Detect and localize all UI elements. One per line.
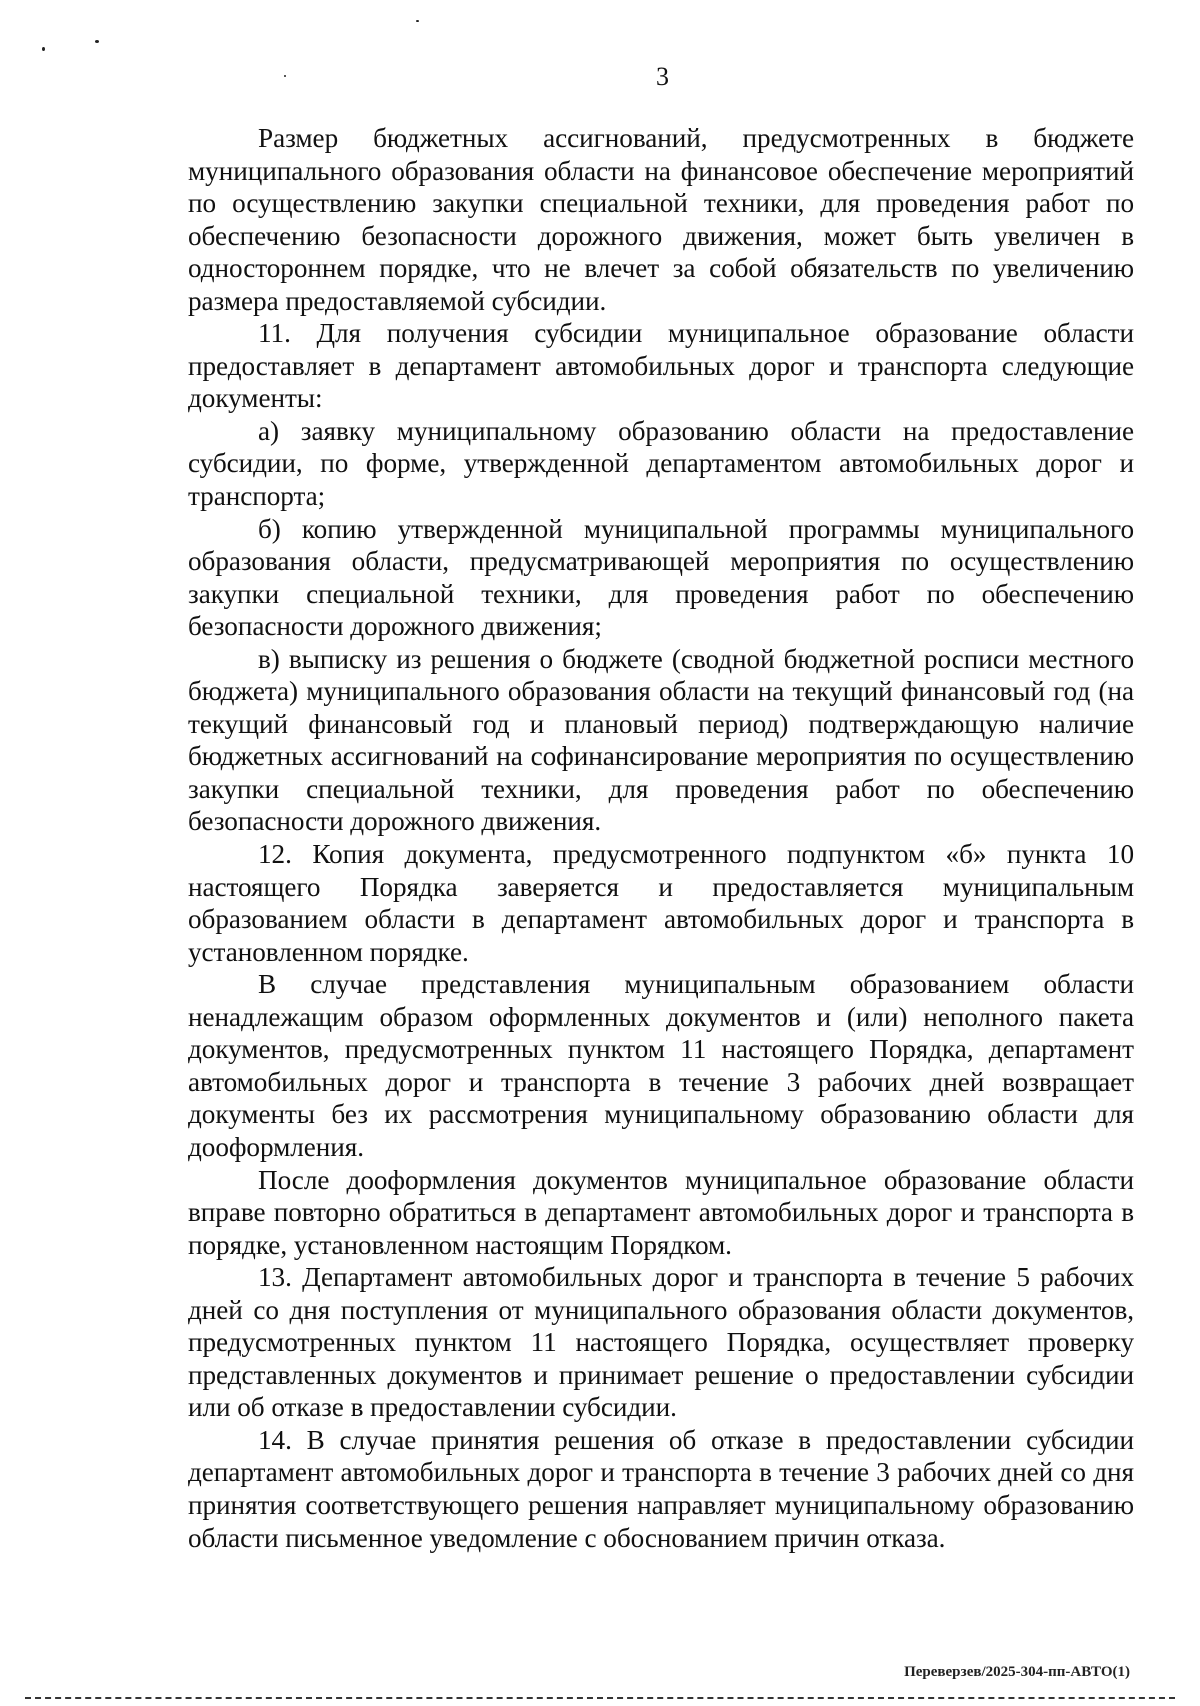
scan-bottom-edge: [25, 1697, 1175, 1699]
page-number: 3: [656, 62, 669, 91]
paragraph-item-14: 14. В случае принятия решения об отказе в предоставлении субсидии департамент автомобильных дорог и транспорта в течение 3 рабочих дней со дня принятия соответствующего решения направляет муниципальному образованию области письменное уведомление с обоснованием причин отказа.: [188, 1424, 1134, 1553]
paragraph-item-11-b: б) копию утвержденной муниципальной программы муниципального образования области, предусматривающей мероприятия по осуществлению закупки специальной техники, для проведения работ по обеспечению безопасности дорожного движения;: [188, 513, 1134, 642]
paragraph-item-13: 13. Департамент автомобильных дорог и транспорта в течение 5 рабочих дней со дня поступления от муниципального образования области документов, предусмотренных пунктом 11 настоящего Порядка, осуществляет проверку представленных документов и принимает решение о предоставлении субсидии или об отказе в предоставлении субсидии.: [188, 1262, 1134, 1423]
document-footer-code: Переверзев/2025-304-пп-АВТО(1): [904, 1664, 1130, 1680]
paragraph-item-12-incomplete-docs: В случае представления муниципальным образованием области ненадлежащим образом оформленных документов и (или) неполного пакета документов, предусмотренных пунктом 11 настоящего Порядка, департамент автомобильных дорог и транспорта в течение 3 рабочих дней возвращает документы без их рассмотрения муниципальному образованию области для дооформления.: [188, 969, 1134, 1162]
scan-dot-mark: [42, 47, 45, 51]
scan-dot-mark: [416, 20, 419, 22]
paragraph-item-12: 12. Копия документа, предусмотренного подпунктом «б» пункта 10 настоящего Порядка заверяется и предоставляется муниципальным образованием области в департамент автомобильных дорог и транспорта в установленном порядке.: [188, 839, 1134, 967]
paragraph-item-11-a: а) заявку муниципальному образованию области на предоставление субсидии, по форме, утвержденной департаментом автомобильных дорог и транспорта;: [188, 415, 1134, 512]
paragraph-item-11-v: в) выписку из решения о бюджете (сводной бюджетной росписи местного бюджета) муниципального образования области на текущий финансовый год (на текущий финансовый год и плановый период) подтверждающую наличие бюджетных ассигнований на софинансирование мероприятия по осуществлению закупки специальной техники, для проведения работ по обеспечению безопасности дорожного движения.: [188, 643, 1134, 837]
paragraph-item-12-resubmission: После дооформления документов муниципальное образование области вправе повторно обратиться в департамент автомобильных дорог и транспорта в порядке, установленном настоящим Порядком.: [188, 1164, 1134, 1260]
document-body: [188, 122, 1134, 1554]
scan-dot-mark: [95, 40, 99, 43]
paragraph-budget-size: Размер бюджетных ассигнований, предусмотренных в бюджете муниципального образования области на финансовое обеспечение мероприятий по осуществлению закупки специальной техники, для проведения работ по обеспечению безопасности дорожного движения, может быть увеличен в одностороннем порядке, что не влечет за собой обязательств по увеличению размера предоставляемой субсидии.: [188, 123, 1134, 316]
paragraph-item-11: 11. Для получения субсидии муниципальное образование области предоставляет в департамент автомобильных дорог и транспорта следующие документы:: [188, 318, 1134, 414]
